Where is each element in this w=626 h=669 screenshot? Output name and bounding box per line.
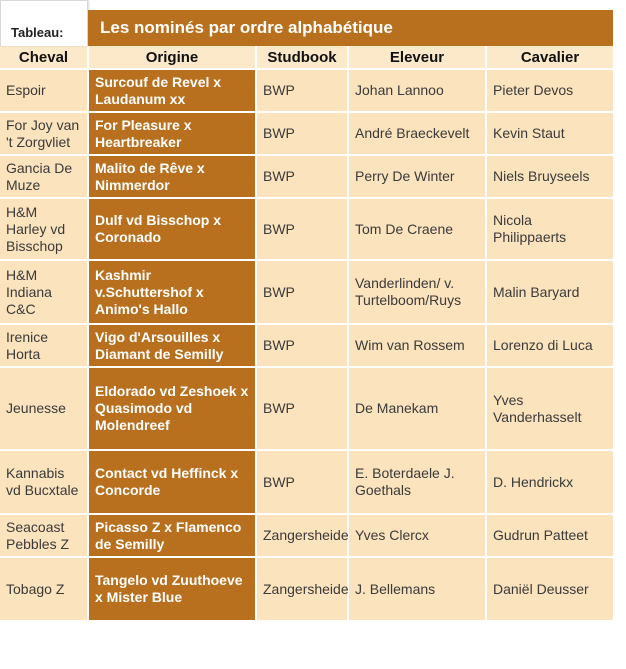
table-row xyxy=(0,69,613,112)
cell-studbook: BWP xyxy=(256,112,348,155)
cell-origine: Malito de Rêve x Nimmerdor xyxy=(88,155,256,198)
cell-cheval: For Joy van 't Zorgvliet xyxy=(0,112,88,155)
col-header-studbook: Studbook xyxy=(256,46,348,69)
table-row xyxy=(0,155,613,198)
title-bar xyxy=(88,10,613,46)
table-row xyxy=(0,450,613,514)
cell-cavalier: Kevin Staut xyxy=(486,112,613,155)
header-row xyxy=(0,46,613,69)
table-row xyxy=(0,324,613,367)
cell-cheval: Irenice Horta xyxy=(0,324,88,367)
cell-origine: Eldorado vd Zeshoek x Quasimodo vd Molendreef xyxy=(88,367,256,450)
cell-eleveur: André Braeckevelt xyxy=(348,112,486,155)
cell-origine: Tangelo vd Zuuthoeve x Mister Blue xyxy=(88,557,256,621)
table-title: Les nominés par ordre alphabétique xyxy=(100,18,393,37)
cell-eleveur: Wim van Rossem xyxy=(348,324,486,367)
table-row xyxy=(0,367,613,450)
cell-cavalier: Niels Bruyseels xyxy=(486,155,613,198)
cell-studbook: BWP xyxy=(256,198,348,260)
cell-studbook: BWP xyxy=(256,450,348,514)
table-label-tab xyxy=(0,0,88,46)
cell-cavalier: D. Hendrickx xyxy=(486,450,613,514)
cell-origine: Dulf vd Bisschop x Coronado xyxy=(88,198,256,260)
cell-cheval: Jeunesse xyxy=(0,367,88,450)
cell-cheval: Espoir xyxy=(0,69,88,112)
table-row xyxy=(0,112,613,155)
table-row xyxy=(0,514,613,557)
cell-cavalier: Daniël Deusser xyxy=(486,557,613,621)
cell-studbook: Zangersheide xyxy=(256,557,348,621)
cell-eleveur: Johan Lannoo xyxy=(348,69,486,112)
cell-cavalier: Pieter Devos xyxy=(486,69,613,112)
cell-studbook: BWP xyxy=(256,367,348,450)
col-header-cavalier: Cavalier xyxy=(486,46,613,69)
cell-cheval: H&M Indiana C&C xyxy=(0,260,88,324)
cell-eleveur: Tom De Craene xyxy=(348,198,486,260)
cell-origine: Surcouf de Revel x Laudanum xx xyxy=(88,69,256,112)
cell-cheval: Tobago Z xyxy=(0,557,88,621)
cell-eleveur: Vanderlinden/ v. Turtelboom/Ruys xyxy=(348,260,486,324)
cell-origine: Kashmir v.Schuttershof x Animo's Hallo xyxy=(88,260,256,324)
cell-origine: Vigo d'Arsouilles x Diamant de Semilly xyxy=(88,324,256,367)
table-row xyxy=(0,260,613,324)
cell-studbook: BWP xyxy=(256,324,348,367)
cell-cavalier: Gudrun Patteet xyxy=(486,514,613,557)
cell-studbook: Zangersheide xyxy=(256,514,348,557)
cell-cavalier: Nicola Philippaerts xyxy=(486,198,613,260)
cell-cheval: Gancia De Muze xyxy=(0,155,88,198)
cell-studbook: BWP xyxy=(256,260,348,324)
cell-cheval: Kannabis vd Bucxtale xyxy=(0,450,88,514)
cell-cheval: Seacoast Pebbles Z xyxy=(0,514,88,557)
cell-eleveur: E. Boterdaele J. Goethals xyxy=(348,450,486,514)
cell-origine: Picasso Z x Flamenco de Semilly xyxy=(88,514,256,557)
cell-cavalier: Malin Baryard xyxy=(486,260,613,324)
table-row xyxy=(0,198,613,260)
cell-studbook: BWP xyxy=(256,69,348,112)
cell-cavalier: Yves Vanderhasselt xyxy=(486,367,613,450)
cell-eleveur: J. Bellemans xyxy=(348,557,486,621)
nominees-table xyxy=(0,46,613,622)
table-label: Tableau: xyxy=(11,25,64,40)
col-header-eleveur: Eleveur xyxy=(348,46,486,69)
cell-eleveur: De Manekam xyxy=(348,367,486,450)
cell-cheval: H&M Harley vd Bisschop xyxy=(0,198,88,260)
col-header-origine: Origine xyxy=(88,46,256,69)
cell-origine: For Pleasure x Heartbreaker xyxy=(88,112,256,155)
table-header xyxy=(0,0,613,46)
cell-origine: Contact vd Heffinck x Concorde xyxy=(88,450,256,514)
col-header-cheval: Cheval xyxy=(0,46,88,69)
table-row xyxy=(0,557,613,621)
cell-cavalier: Lorenzo di Luca xyxy=(486,324,613,367)
cell-eleveur: Perry De Winter xyxy=(348,155,486,198)
cell-studbook: BWP xyxy=(256,155,348,198)
cell-eleveur: Yves Clercx xyxy=(348,514,486,557)
